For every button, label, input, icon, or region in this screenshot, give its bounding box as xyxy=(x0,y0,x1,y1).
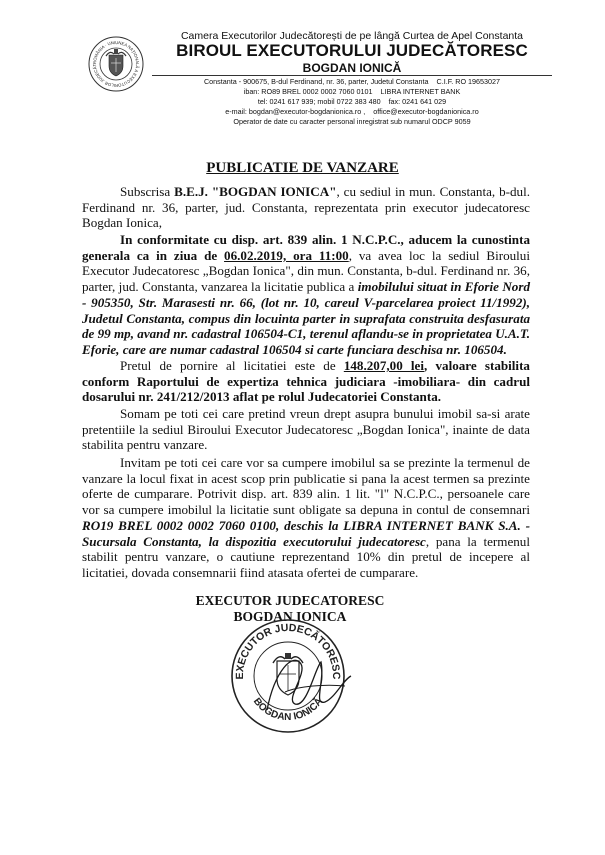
contact-operator-line xyxy=(152,117,552,127)
contact-bank: LIBRA INTERNET BANK xyxy=(380,87,461,96)
institution-name: Camera Executorilor Judecătorești de pe lângă Curtea de Apel Constanta xyxy=(180,30,524,42)
contact-email-line xyxy=(152,107,552,117)
p1-text-c: , cu sediul in mun. Constanta, b-dul. Ferdinand nr. 36, parter, jud. Constanta, reprezentata prin executor judecatoresc Bogdan Ionica, xyxy=(82,184,531,231)
p2-legal-basis: In conformitate cu disp. art. 839 alin. 1 N.C.P.C., aducem la cunostinta generala ca in ziua de xyxy=(82,232,530,263)
logo-text: ROMÂNIA · UNIUNEA NAȚIONALĂ A EXECUTORILOR JUDECĂT xyxy=(91,39,141,89)
paragraph-auction-notice xyxy=(82,232,530,358)
header-divider xyxy=(152,75,552,76)
stamp-top-text: EXECUTOR JUDECĂTORESC xyxy=(233,621,343,680)
paragraph-subscriber xyxy=(82,184,530,231)
contact-fax: fax: 0241 641 029 xyxy=(388,97,447,106)
p5-text-a: Invitam pe toti cei care vor sa cumpere imobilul sa se prezinte la termenul de vanzare la locul fixat in acest scop prin publicatie si pana la acest termen sa prezinte oferte de cumparare. Potrivit disp. art. 839 alin. 1 lit. "l" N.C.P.C., persoanele care vor sa cumpere imobilul la licitatie sunt obligate sa depuna in contul de consemnari xyxy=(82,455,530,518)
contact-address-line xyxy=(152,77,552,87)
deposit-account: RO19 BREL 0002 0002 7060 0100, deschis la LIBRA INTERNET BANK S.A. - Sucursala Constanta, la dispozitia executorului judecatoresc xyxy=(82,517,530,549)
p4-text: Somam pe toti cei care pretind vreun drept asupra bunului imobil sa-si arate pretentiile la sediul Biroului Executor Judecatoresc „Bogdan Ionica", inainte de data stabilita pentru vanzare. xyxy=(82,406,530,453)
office-title: BIROUL EXECUTORULUI JUDECĂTORESC xyxy=(176,41,528,60)
property-description: imobilului situat in Eforie Nord - 905350, Str. Marasesti nr. 66, (lot nr. 10, careul V-parcelarea proiect 11/1992), Judetul Constanta, compus din locuinta parter in suprafata construita desfasurata de 99 mp, avand nr. cadastral 106504-C1, terenul aflandu-se in proprietatea U.A.T. Eforie, care are numar cadastral 106504 si carte funciara deschisa nr. 106504. xyxy=(82,279,531,357)
p1-text-a: Subscrisa xyxy=(120,184,175,199)
contact-cif: C.I.F. RO 19653027 xyxy=(436,77,501,86)
signature-role: EXECUTOR JUDECATORESC xyxy=(195,593,385,608)
p3-text-a: Pretul de pornire al licitatiei este de xyxy=(120,358,344,373)
paragraph-bidders xyxy=(82,455,530,581)
p3-valuation-source: , valoare stabilita conform Raportului de expertiza tehnica judiciara -imobiliara- din cadrul dosarului nr. 241/212/2013 aflat pe rolul Judecatoriei Constanta. xyxy=(82,358,530,405)
signature-name: BOGDAN IONICA xyxy=(233,609,347,624)
starting-price: 148.207,00 lei xyxy=(343,358,425,373)
contact-operator: Operator de date cu caracter personal inregistrat sub numarul ODCP 9059 xyxy=(233,117,471,126)
bailiff-office-name: B.E.J. "BOGDAN IONICA" xyxy=(174,184,337,199)
contact-iban: iban: RO89 BREL 0002 0002 7060 0101 xyxy=(243,87,373,96)
contact-bank-line xyxy=(152,87,552,97)
p5-text-c: , pana la termenul stabilit pentru vanzare, o cautiune reprezentand 10% din pretul de incepere al licitatiei, dovada consemnarii fiind atasata ofertei de cumparare. xyxy=(82,533,530,580)
contact-email[interactable]: e-mail: bogdan@executor-bogdanionica.ro , xyxy=(225,107,366,116)
executor-name: BOGDAN IONICĂ xyxy=(302,61,402,75)
contact-office-email[interactable]: office@executor-bogdanionica.ro xyxy=(373,107,479,116)
contact-phones: tel: 0241 617 939; mobil 0722 383 480 xyxy=(257,97,381,106)
paragraph-starting-price xyxy=(82,358,530,405)
auction-date: 06.02.2019, ora 11:00 xyxy=(224,247,349,263)
contact-address: Constanta - 900675, B-dul Ferdinand, nr. 36, parter, Judetul Constanta xyxy=(203,77,429,86)
document-title: PUBLICATIE DE VANZARE xyxy=(206,160,399,176)
p2-text-b: , va avea loc la sediul Biroului Executor Judecatoresc „Bogdan Ionica", din mun. Constanta, b-dul. Ferdinand nr. 36, parter, jud. Constanta, vanzarea la licitatie publica a xyxy=(82,247,530,295)
stamp-bottom-text: BOGDAN IONICĂ xyxy=(250,696,326,724)
handwritten-signature-icon xyxy=(255,640,365,730)
coat-of-arms-seal-icon xyxy=(88,36,144,92)
paragraph-summons xyxy=(82,406,530,453)
contact-phone-line xyxy=(152,97,552,107)
